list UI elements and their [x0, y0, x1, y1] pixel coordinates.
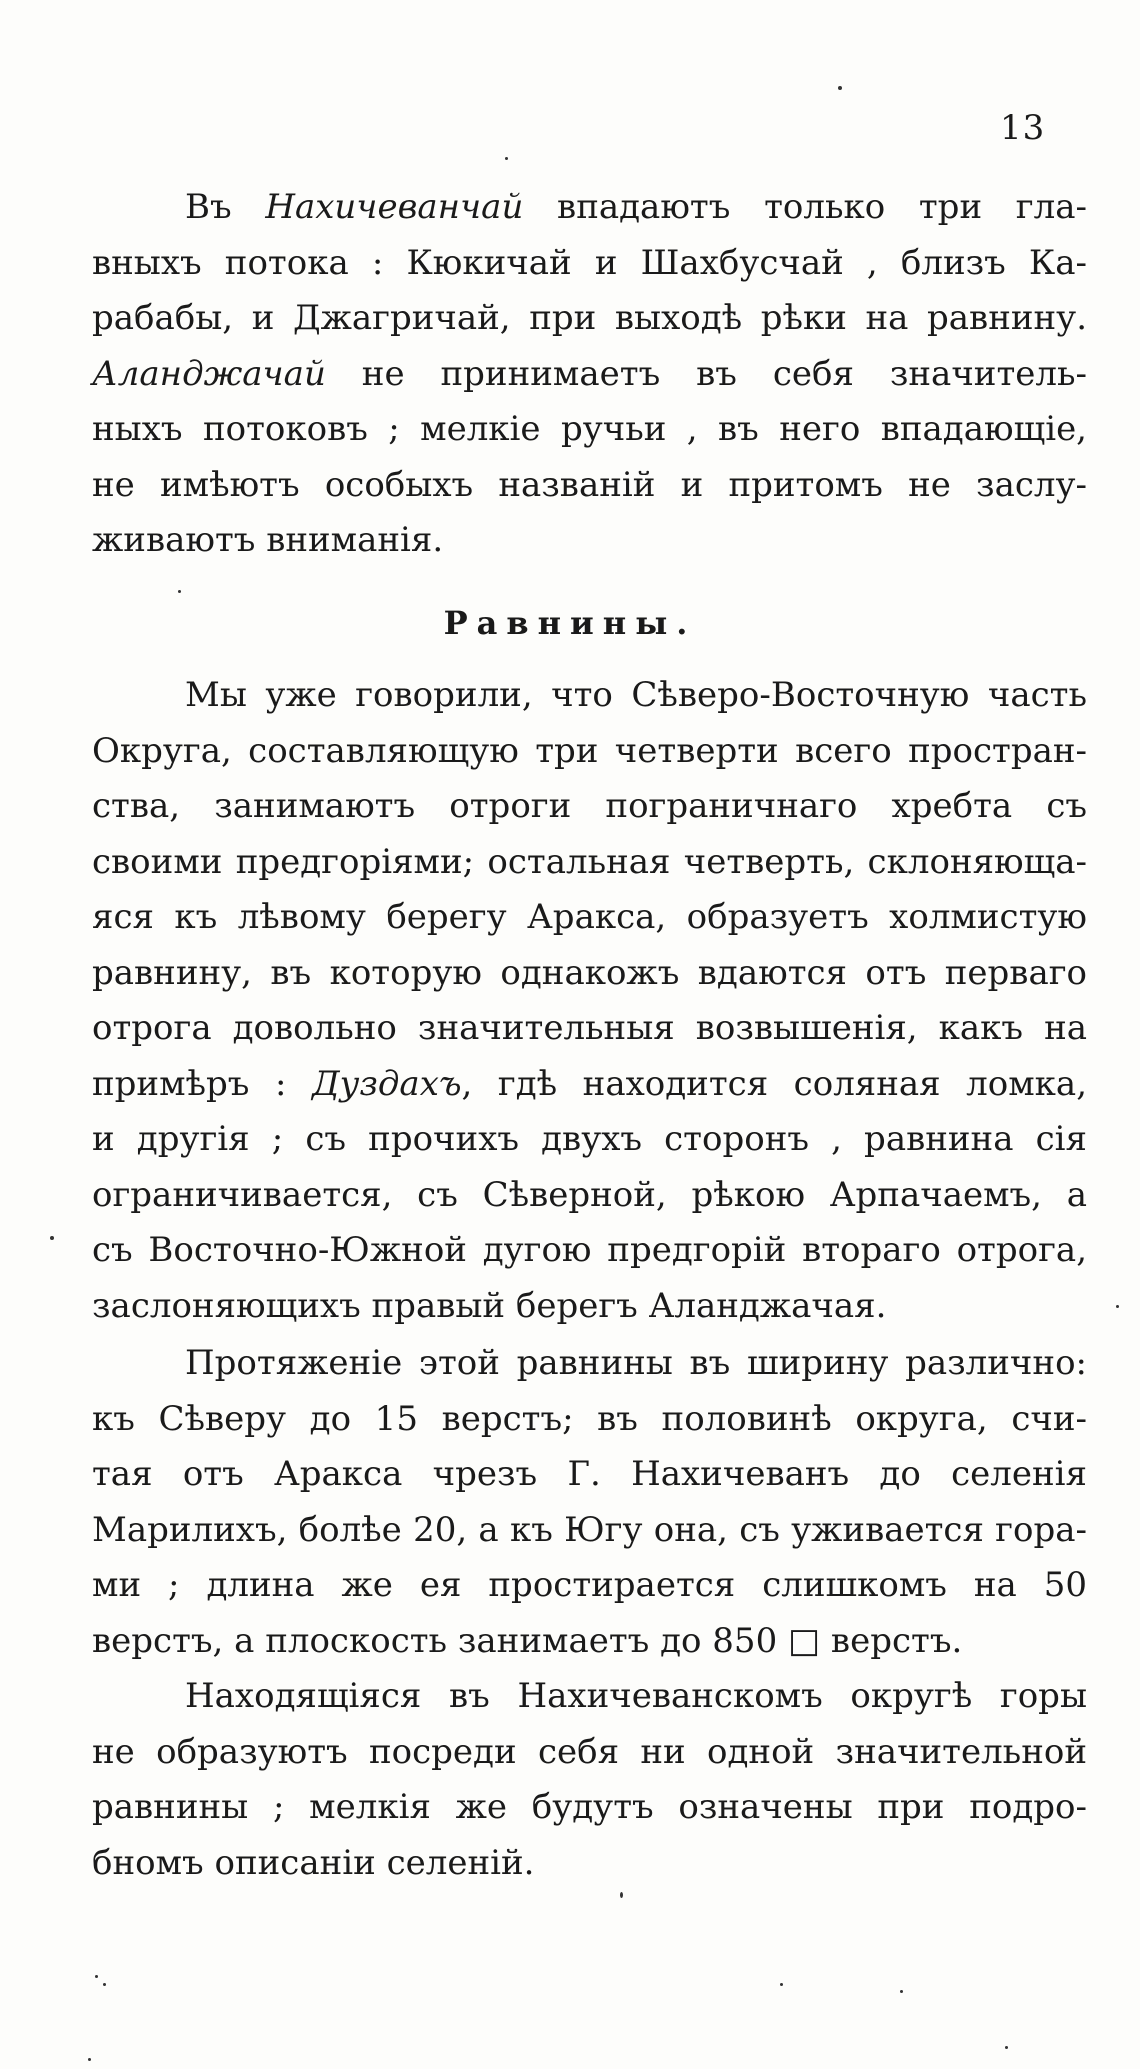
text-line [92, 1780, 1087, 1836]
print-speck [50, 1236, 54, 1240]
text-run: ныхъ потоковъ ; мелкіе ручьи , въ него впадающіе, [92, 409, 1087, 449]
text-line [92, 1223, 1087, 1279]
text-run: Марилихъ, болѣе 20, а къ Югу она, съ уживается гора- [92, 1509, 1087, 1550]
text-line [92, 779, 1087, 835]
text-run: рабабы, и Джагричай, при выходѣ рѣки на равнину. [92, 298, 1087, 338]
text-run: не принимаетъ въ себя значитель- [325, 353, 1087, 394]
print-speck [95, 1975, 98, 1978]
text-line [92, 1392, 1087, 1448]
text-line [92, 724, 1087, 780]
paragraph-plain-extent [92, 1336, 1087, 1669]
print-speck [178, 590, 181, 593]
text-run: заслоняющихъ правый берегъ Аланджачая. [92, 1285, 887, 1326]
italic-place-name: Аланджачай [92, 353, 326, 394]
italic-place-name: Нахичеванчай [265, 187, 524, 227]
text-run: отрога довольно значительныя возвышенія, какъ на [92, 1008, 1087, 1048]
paragraph-plains-description [92, 668, 1087, 1334]
text-run: впадаютъ только три гла- [523, 187, 1087, 227]
page-number: 13 [1000, 108, 1046, 148]
text-run: съ Восточно-Южной дугою предгорій втораго отрога, [92, 1230, 1087, 1270]
text-run: вныхъ потока : Кюкичай и Шахбусчай , близъ Ка- [92, 242, 1087, 283]
text-line [92, 513, 1087, 569]
paragraph-rivers [92, 180, 1087, 569]
print-speck [1116, 1305, 1119, 1308]
text-line [92, 1168, 1087, 1224]
print-speck [780, 1983, 783, 1986]
text-line [92, 1112, 1087, 1168]
text-run: равнину, въ которую однакожъ вдаются отъ перваго [92, 952, 1087, 993]
paragraph-mountain-plains [92, 1669, 1087, 1891]
text-run: верстъ, а плоскость занимаетъ до 850 □ верстъ. [92, 1620, 963, 1661]
text-line [92, 1001, 1087, 1057]
text-line [92, 236, 1087, 292]
text-run: Находящіяся въ Нахичеванскомъ округѣ горы [185, 1676, 1087, 1716]
text-run: равнины ; мелкія же будутъ означены при подро- [92, 1787, 1087, 1827]
text-run: ми ; длина же ея простирается слишкомъ на 50 [92, 1565, 1087, 1605]
italic-place-name: Дуздахъ [311, 1063, 462, 1104]
text-line [92, 1725, 1087, 1781]
text-run: Мы уже говорили, что Сѣверо-Восточную часть [185, 675, 1087, 715]
text-line [92, 1503, 1087, 1559]
text-run: тая отъ Аракса чрезъ Г. Нахичеванъ до селенія [92, 1454, 1087, 1494]
text-run: къ Сѣверу до 15 верстъ; въ половинѣ округа, счи- [92, 1398, 1087, 1439]
print-speck [103, 1983, 106, 1986]
print-speck [620, 1892, 623, 1898]
text-run: своими предгоріями; остальная четверть, склоняюща- [92, 841, 1087, 882]
text-run: и другія ; съ прочихъ двухъ сторонъ , равнина сія [92, 1119, 1087, 1159]
text-run: яся къ лѣвому берегу Аракса, образуетъ холмистую [92, 897, 1087, 937]
text-run: , гдѣ находится соляная ломка, [461, 1063, 1087, 1104]
text-line [92, 1447, 1087, 1503]
text-line [92, 890, 1087, 946]
text-run: ства, занимаютъ отроги пограничнаго хребта съ [92, 786, 1087, 826]
text-line [92, 1057, 1087, 1113]
text-run: Округа, составляющую три четверти всего простран- [92, 730, 1087, 771]
text-run: не имѣютъ особыхъ названій и притомъ не заслу- [92, 464, 1087, 505]
text-run: не образуютъ посреди себя ни одной значительной [92, 1731, 1087, 1772]
text-run: Въ [185, 187, 266, 227]
print-speck [505, 157, 508, 160]
text-line [92, 668, 1087, 724]
text-line [92, 1669, 1087, 1725]
text-line [92, 946, 1087, 1002]
text-line [92, 1558, 1087, 1614]
text-line [92, 458, 1087, 514]
text-line [92, 1836, 1087, 1892]
text-run: ограничивается, съ Сѣверной, рѣкою Арпачаемъ, а [92, 1174, 1087, 1215]
text-line [92, 1336, 1087, 1392]
text-run: Протяженіе этой равнины въ ширину различно: [185, 1343, 1087, 1383]
text-line [92, 402, 1087, 458]
text-line [92, 1279, 1087, 1335]
text-run: примѣръ : [92, 1063, 312, 1104]
print-speck [88, 2058, 91, 2061]
text-line [92, 291, 1087, 347]
print-speck [900, 1990, 903, 1993]
text-line [92, 180, 1087, 236]
text-line [92, 835, 1087, 891]
text-run: живаютъ вниманія. [92, 520, 444, 560]
section-heading: Равнины. [443, 604, 697, 642]
print-speck [1005, 2046, 1008, 2049]
text-line [92, 347, 1087, 403]
text-run: бномъ описаніи селеній. [92, 1842, 535, 1883]
print-speck [838, 86, 842, 90]
text-line [92, 1614, 1087, 1670]
